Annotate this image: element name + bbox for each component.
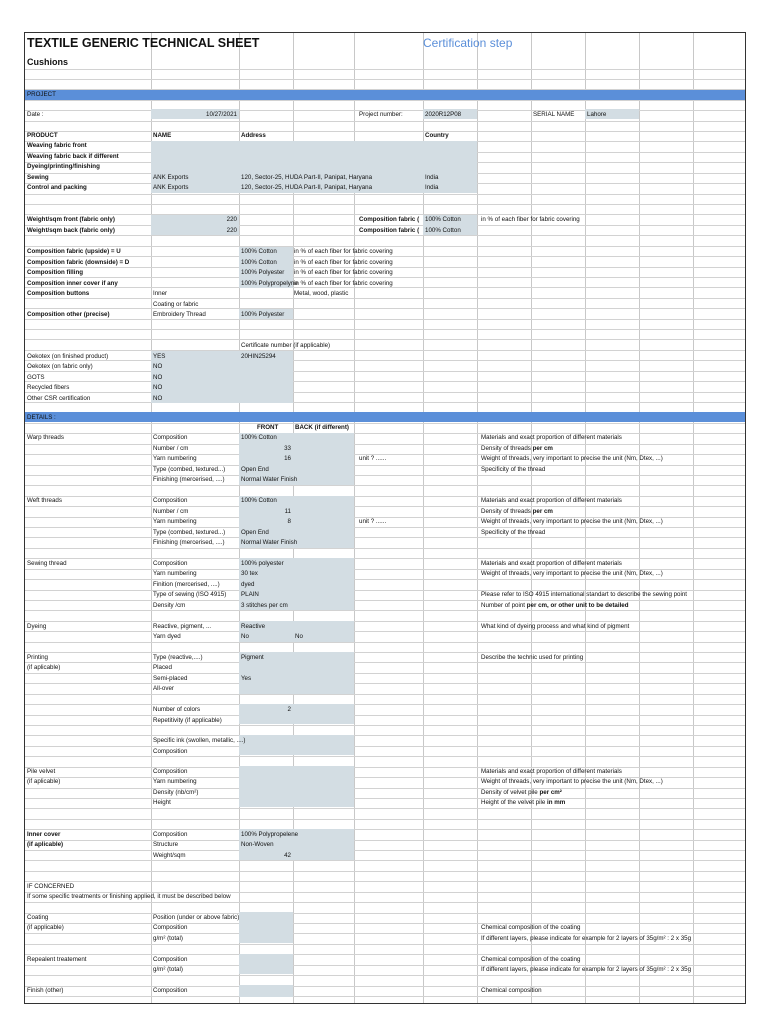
velvet-fill	[239, 766, 354, 807]
finish-fill	[239, 985, 293, 997]
date-value[interactable]: 10/27/2021	[206, 111, 237, 118]
grid-row-line	[25, 788, 745, 789]
grid-row-line	[25, 537, 745, 538]
inner-cover-sub: (if aplicable)	[27, 841, 64, 848]
sewing-value[interactable]: PLAIN	[241, 591, 259, 598]
comp-front-label: Composition fabric (	[359, 216, 420, 223]
grid-row-line	[25, 69, 745, 70]
grid-row-line	[25, 642, 745, 643]
grid-row-line	[25, 339, 745, 340]
grid-row-line	[25, 694, 745, 695]
details-section-title: DETAILS :	[27, 413, 56, 421]
grid-row-line	[25, 673, 745, 674]
dyeing-value[interactable]: No	[241, 633, 249, 640]
product-col-header: PRODUCT	[27, 132, 58, 139]
grid-row-line	[25, 381, 745, 382]
product-row-label: Dyeing/printing/finishing	[27, 163, 100, 170]
weft-row: Yarn numbering	[153, 518, 197, 525]
composition-value[interactable]: 100% Cotton	[241, 248, 277, 255]
project-section-title: PROJECT	[27, 91, 56, 98]
other-comp-label: Composition other (precise)	[27, 311, 110, 318]
composition-value[interactable]: 100% Polypropelyne	[241, 279, 298, 287]
weft-row: Type (combed, textured...)	[153, 528, 226, 536]
grid-row-line	[25, 319, 745, 320]
inner-cover-label: Inner cover	[27, 830, 61, 838]
grid-row-line	[25, 371, 745, 372]
grid-row-line	[25, 954, 745, 955]
weight-front-value[interactable]: 220	[226, 216, 237, 223]
certification-label: GOTS	[27, 373, 45, 381]
weft-value[interactable]: 8	[287, 518, 291, 525]
certification-label: Oekotex (on finished product)	[27, 352, 109, 360]
printing-row: Placed	[153, 664, 172, 671]
buttons-label: Composition buttons	[27, 290, 90, 297]
certification-value[interactable]: YES	[153, 352, 166, 360]
sewing-note: Please refer to ISO 4915 international standart to describe the sewing point	[481, 591, 688, 598]
buttons-note: Metal, wood, plastic	[294, 290, 349, 297]
repellent-fill	[239, 954, 293, 974]
velvet-sub: (if aplicable)	[27, 778, 61, 785]
velvet-note: Materials and exact proportion of different materials	[481, 767, 622, 775]
concerned-text: If some specific treatments or finishing applied, it must be described below	[27, 893, 231, 900]
grid-row-line	[25, 725, 745, 726]
certification-label: Oekotex (on fabric only)	[27, 363, 93, 370]
inner-row: Structure	[153, 841, 179, 848]
thread-note: Materials and exact proportion of different materials	[481, 497, 622, 504]
composition-value[interactable]: 100% Polyester	[241, 269, 285, 276]
inner-row: Weight/sqm	[153, 851, 186, 859]
grid-row-line	[25, 235, 745, 236]
printing-row: Semi-placed	[153, 674, 188, 682]
warp-row: Number / cm	[153, 444, 189, 452]
grid-row-line	[25, 621, 745, 622]
grid-column-line	[477, 33, 478, 1003]
grid-row-line	[25, 194, 745, 195]
velvet-label: Pile velvet	[27, 767, 56, 775]
dyeing-row: Reactive, pigment, ...	[153, 622, 212, 630]
grid-row-line	[25, 496, 745, 497]
grid-row-line	[25, 652, 745, 653]
weft-value[interactable]: 100% Cotton	[241, 497, 277, 504]
sewing-density-unit: per cm, or other unit to be detailed	[526, 601, 629, 609]
repellent-row: Composition	[153, 955, 188, 963]
comp-front-value[interactable]: 100% Cotton	[425, 216, 461, 223]
repellent-label: Repealent treatement	[27, 955, 87, 963]
coating-sub: (if applicable)	[27, 924, 64, 931]
printing-colors-value[interactable]: 2	[287, 706, 291, 713]
project-number-label: Project number:	[359, 111, 403, 118]
grid-row-line	[25, 402, 745, 403]
supplier-name[interactable]: ANK Exports	[153, 173, 189, 181]
warp-value[interactable]: Open End	[241, 465, 269, 473]
serial-label: SERIAL NAME	[533, 111, 575, 118]
sewing-density-text: Number of point	[481, 601, 527, 609]
sewing-value[interactable]: dyed	[241, 580, 255, 588]
warp-value[interactable]: 16	[284, 455, 291, 462]
concerned-title: IF CONCERNED	[27, 882, 75, 890]
sewing-note: Weight of threads, very important to precise the unit (Nm, Dtex, ...)	[481, 570, 663, 577]
grid-row-line	[25, 829, 745, 830]
grid-row-line	[25, 819, 745, 820]
printing-label: Printing	[27, 653, 48, 661]
grid-row-line	[25, 485, 745, 486]
page-title: TEXTILE GENERIC TECHNICAL SHEET	[27, 36, 260, 50]
back-col-header: BACK (if different)	[295, 424, 349, 431]
grid-row-line	[25, 913, 745, 914]
warp-value[interactable]: 33	[284, 444, 291, 452]
product-subtitle: Cushions	[27, 57, 69, 67]
name-col-header: NAME	[153, 132, 172, 139]
grid-row-line	[25, 881, 745, 882]
repellent-note: If different layers, please indicate for example for 2 layers of 35g/m² : 2 x 35g	[481, 966, 692, 973]
velvet-height-unit: in mm	[547, 799, 566, 806]
velvet-note	[481, 788, 562, 797]
supplier-country[interactable]: India	[425, 173, 439, 181]
density-note-unit: per cm	[532, 444, 553, 452]
certification-number[interactable]: 20HIN25294	[241, 352, 276, 360]
weft-value[interactable]: Open End	[241, 528, 269, 536]
warp-row: Yarn numbering	[153, 455, 197, 462]
grid-row-line	[25, 840, 745, 841]
grid-row-line	[25, 756, 745, 757]
printing-row: Type (reactive,....)	[153, 653, 203, 661]
serial-value[interactable]: Lahore	[587, 111, 607, 118]
grid-row-line	[25, 610, 745, 611]
certification-label: Recycled fibers	[27, 384, 70, 391]
grid-row-line	[25, 548, 745, 549]
certification-value[interactable]: NO	[153, 394, 163, 402]
grid-row-line	[25, 986, 745, 987]
coating-label: Coating	[27, 913, 49, 921]
grid-column-line	[693, 33, 694, 1003]
printing-row: Number of colors	[153, 706, 201, 713]
grid-row-line	[25, 350, 745, 351]
other-comp-value[interactable]: 100% Polyester	[241, 311, 285, 318]
dyeing-label: Dyeing	[27, 622, 47, 630]
grid-row-line	[25, 527, 745, 528]
technical-sheet	[24, 32, 746, 1004]
grid-row-line	[25, 798, 745, 799]
velvet-note: Weight of threads, very important to precise the unit (Nm, Dtex, ...)	[481, 778, 663, 785]
thread-note	[481, 444, 553, 453]
front-col-header: FRONT	[257, 424, 279, 431]
certification-value[interactable]: NO	[153, 384, 163, 391]
grid-row-line	[25, 579, 745, 580]
velvet-row: Composition	[153, 767, 188, 775]
grid-row-line	[25, 79, 745, 80]
grid-row-line	[25, 631, 745, 632]
velvet-row: Density (nb/cm²)	[153, 788, 199, 796]
printing-note: Describe the technic used for printing	[481, 653, 584, 661]
product-row-label: Control and packing	[27, 184, 87, 191]
thread-note: Specificity of the thread	[481, 528, 546, 536]
grid-row-line	[25, 704, 745, 705]
buttons-inner: Inner	[153, 290, 168, 297]
address-col-header: Address	[241, 132, 266, 139]
grid-row-line	[25, 298, 745, 299]
grid-row-line	[25, 475, 745, 476]
weft-label: Weft threads	[27, 497, 62, 504]
weight-back-value[interactable]: 220	[226, 226, 237, 234]
supplier-name[interactable]: ANK Exports	[153, 184, 189, 191]
supplier-country[interactable]: India	[425, 184, 439, 191]
grid-row-line	[25, 121, 745, 122]
finish-label: Finish (other)	[27, 986, 64, 994]
sewing-note: Materials and exact proportion of different materials	[481, 559, 622, 567]
finish-row: Composition	[153, 986, 188, 994]
sewing-value[interactable]: 100% polyester	[241, 559, 284, 567]
warp-value[interactable]: 100% Cotton	[241, 434, 277, 441]
thread-note: Materials and exact proportion of different materials	[481, 434, 622, 441]
grid-row-line	[25, 996, 745, 997]
product-row-label: Sewing	[27, 173, 49, 181]
density-note-unit: per cm	[532, 507, 553, 515]
velvet-density-unit: per cm²	[539, 788, 562, 796]
comp-back-value[interactable]: 100% Cotton	[425, 226, 461, 234]
dyeing-row: Yarn dyed	[153, 633, 181, 640]
grid-row-line	[25, 923, 745, 924]
grid-row-line	[25, 131, 745, 132]
product-row-label: Weaving fabric front	[27, 142, 87, 149]
certification-value[interactable]: NO	[153, 373, 163, 381]
dyeing-value[interactable]: Reactive	[241, 622, 266, 630]
thread-note: Weight of threads, very important to precise the unit (Nm, Dtex, ...)	[481, 518, 663, 525]
sewing-value[interactable]: 3 stitches per cm	[241, 601, 288, 609]
sewing-row: Composition	[153, 559, 188, 567]
repellent-row: g/m² (total)	[153, 966, 183, 973]
printing-row: All-over	[153, 685, 174, 692]
printing-row: Repetitivity (if applicable)	[153, 716, 222, 724]
grid-row-line	[25, 746, 745, 747]
inner-value[interactable]: 100% Polypropelene	[241, 830, 299, 838]
inner-value[interactable]: Non-Woven	[241, 841, 274, 848]
coating-fill	[239, 912, 293, 943]
grid-row-line	[25, 902, 745, 903]
sewing-note	[481, 601, 629, 610]
dyeing-back-value[interactable]: No	[295, 633, 303, 640]
density-note-text: Density of threads	[481, 507, 533, 515]
composition-note: in % of each fiber for fabric covering	[294, 269, 393, 276]
printing-fill-3	[239, 735, 354, 755]
weft-unit: unit ? ......	[359, 518, 387, 525]
grid-row-line	[25, 944, 745, 945]
composition-label: Composition fabric (upside) = U	[27, 248, 121, 255]
composition-note: in % of each fiber for fabric covering	[294, 248, 393, 255]
warp-row: Composition	[153, 434, 188, 441]
printing-row: Composition	[153, 747, 188, 755]
sewing-row: Yarn numbering	[153, 570, 197, 577]
dyeing-note: What kind of dyeing process and what kind of pigment	[481, 622, 630, 630]
velvet-density-text: Density of velvet pile	[481, 788, 540, 796]
grid-row-line	[25, 558, 745, 559]
supplier-address[interactable]: 120, Sector-25, HUDA Part-II, Panipat, Haryana	[241, 184, 373, 191]
supplier-address[interactable]: 120, Sector-25, HUDA Part-II, Panipat, Haryana	[241, 173, 373, 181]
cert-number-label: Certificate number (if applicable)	[241, 342, 331, 349]
warp-row: Finishing (mercerised, ....)	[153, 476, 225, 483]
thread-note: Weight of threads, very important to precise the unit (Nm, Dtex, ...)	[481, 455, 663, 462]
weft-value[interactable]: Normal Water Finish	[241, 539, 298, 546]
printing-semi-value[interactable]: Yes	[241, 674, 252, 682]
grid-row-line	[25, 767, 745, 768]
weight-back-label: Weight/sqm back (fabric only)	[27, 226, 115, 234]
project-band	[25, 90, 745, 100]
inner-row: Composition	[153, 830, 188, 838]
warp-row: Type (combed, textured...)	[153, 465, 226, 473]
velvet-row: Yarn numbering	[153, 778, 197, 785]
sewing-row: Density /cm	[153, 601, 186, 609]
grid-row-line	[25, 204, 745, 205]
printing-type-value[interactable]: Pigment	[241, 653, 264, 661]
grid-row-line	[25, 662, 745, 663]
grid-row-line	[25, 808, 745, 809]
date-label: Date :	[27, 111, 44, 118]
grid-row-line	[25, 850, 745, 851]
warp-unit: unit ? ......	[359, 455, 387, 462]
comp-note: in % of each fiber for fabric covering	[481, 216, 580, 223]
weft-value[interactable]: 11	[284, 507, 291, 515]
warp-label: Warp threads	[27, 434, 64, 441]
coating-fabric-label: Coating or fabric	[153, 300, 199, 308]
grid-row-line	[25, 308, 745, 309]
certification-step: Certification step	[423, 36, 513, 50]
other-comp-sub: Embroidery Thread	[153, 311, 206, 318]
thread-note	[481, 507, 553, 516]
comp-back-label: Composition fabric (	[359, 226, 420, 234]
coating-note: If different layers, please indicate for example for 2 layers of 35g/m² : 2 x 35g	[481, 934, 692, 942]
grid-row-line	[25, 715, 745, 716]
weft-row: Finishing (mercerised, ....)	[153, 539, 225, 546]
grid-row-line	[25, 329, 745, 330]
density-note-text: Density of threads	[481, 444, 533, 452]
composition-value[interactable]: 100% Cotton	[241, 258, 277, 266]
grid-row-line	[25, 465, 745, 466]
coating-note: Chemical composition of the coating	[481, 924, 581, 931]
grid-row-line	[25, 433, 745, 434]
grid-row-line	[25, 860, 745, 861]
grid-row-line	[25, 444, 745, 445]
finish-note: Chemical composition	[481, 986, 542, 994]
coating-row: g/m² (total)	[153, 934, 183, 942]
composition-label: Composition fabric (downside) = D	[27, 258, 130, 266]
composition-label: Composition inner cover if any	[27, 279, 118, 287]
grid-row-line	[25, 423, 745, 424]
weft-row: Composition	[153, 497, 188, 504]
composition-note: in % of each fiber for fabric covering	[294, 279, 393, 287]
project-number-value[interactable]: 2020R12P08	[425, 111, 462, 118]
country-col-header: Country	[425, 132, 449, 139]
warp-value[interactable]: Normal Water Finish	[241, 476, 298, 483]
grid-row-line	[25, 975, 745, 976]
composition-label: Composition filling	[27, 269, 84, 276]
velvet-height-text: Height of the velvet pile	[481, 799, 548, 806]
velvet-note	[481, 798, 565, 807]
printing-sub: (if aplicable)	[27, 664, 61, 671]
weft-row: Number / cm	[153, 507, 189, 515]
weight-front-label: Weight/sqm front (fabric only)	[27, 216, 115, 223]
product-row-label: Weaving fabric back if different	[27, 152, 119, 160]
grid-row-line	[25, 360, 745, 361]
grid-row-line	[25, 392, 745, 393]
printing-row: Specific ink (swollen, metallic, ....)	[153, 737, 246, 744]
repellent-note: Chemical composition of the coating	[481, 955, 581, 963]
details-band	[25, 412, 745, 422]
certification-label: Other CSR certification	[27, 394, 91, 402]
velvet-row: Height	[153, 799, 171, 806]
inner-value[interactable]: 42	[284, 851, 291, 859]
sewing-label: Sewing thread	[27, 559, 67, 567]
grid-row-line	[25, 735, 745, 736]
sewing-row: Type of sewing (ISO 4915)	[153, 591, 227, 598]
certification-value[interactable]: NO	[153, 363, 163, 370]
sewing-row: Finition (mercerised, ....)	[153, 580, 220, 588]
coating-row: Position (under or above fabric)	[153, 913, 240, 921]
grid-row-line	[25, 871, 745, 872]
grid-row-line	[25, 683, 745, 684]
thread-note: Specificity of the thread	[481, 465, 546, 473]
sewing-value[interactable]: 30 tex	[241, 570, 258, 577]
grid-row-line	[25, 506, 745, 507]
grid-row-line	[25, 600, 745, 601]
composition-note: in % of each fiber for fabric covering	[294, 258, 393, 266]
coating-row: Composition	[153, 924, 188, 931]
